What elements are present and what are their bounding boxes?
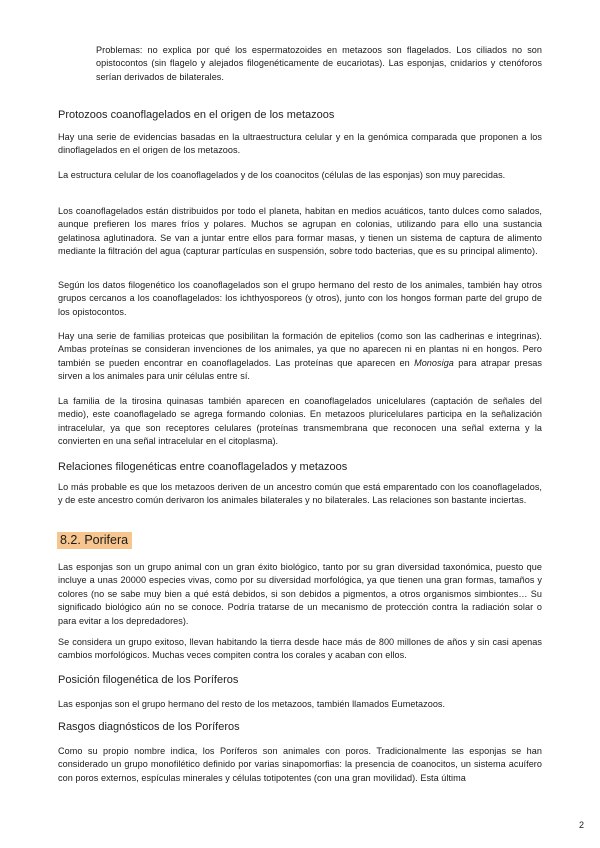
paragraph-sister-group: Las esponjas son el grupo hermano del resto de los metazoos, también llamados Eumetazoos. — [58, 699, 446, 709]
heading-relaciones: Relaciones filogenéticas entre coanoflagelados y metazoos — [58, 461, 348, 473]
page-number: 2 — [578, 820, 584, 830]
proteins-text-a: Hay una serie de familias proteicas que posibilitan la formación de epitelios (como son las cadherinas e integrinas). Ambas proteínas se consideran invenciones de los animales, ya que no aparecen ni en plantas ni en hongos. Pero también se pueden encontrar en coanoflagelados. Las proteínas que aparecen en — [58, 331, 542, 368]
section-title-porifera: 8.2. Porifera — [57, 532, 132, 549]
paragraph-sponges-success: Las esponjas son un grupo animal con un gran éxito biológico, tanto por su gran diversidad taxonómica, puesto que incluye a unas 20000 especies vivas, como por su diversidad morfológica, ya que tienen una gran formas, tamaños y colores (no se sabe muy bien a qué está debidos, si son debidos a pigmentos, a otros organismos simbiontes… Su significado biológico aún no se conoce. Podría tratarse de un mecanismo de protección contra la radiación solar o para evitar a los depredadores). — [58, 562, 542, 626]
heading-posicion: Posición filogenética de los Poríferos — [58, 674, 239, 686]
paragraph-distribution: Los coanoflagelados están distribuidos por todo el planeta, habitan en medios acuáticos, tanto dulces como salados, aunque prefieren los mares fríos y polares. Muchos se agrupan en colonias, utilizando para ello una sustancia gelatinosa aglutinadora. Se van a juntar entre ellos para formar masas, y tienen un sistema de captura de alimento mediante la filtración del agua (capturar partículas en suspensión, sobre todo bacterias, que es su principal alimento). — [58, 206, 542, 257]
paragraph-phylogeny: Según los datos filogenético los coanoflagelados son el grupo hermano del resto de los animales, también hay otros grupos cercanos a los coanoflagelados: los ichthyosporeos (y otros), junto con los hongos forman parte del grupo de los opistocontos. — [58, 280, 542, 317]
paragraph-sponges-age: Se considera un grupo exitoso, llevan habitando la tierra desde hace más de 800 millones de años y sin casi apenas cambios morfológicos. Muchas veces compiten contra los corales y acaban con ellos. — [58, 637, 542, 661]
problems-paragraph: Problemas: no explica por qué los espermatozoides en metazoos son flagelados. Los ciliados no son opistocontos (sin flagelo y alejados filogenéticamente de eucariotas). Las esponjas, cnidarios y ctenóforos serían derivados de bilaterales. — [96, 45, 542, 82]
heading-protozoos: Protozoos coanoflagelados en el origen de los metazoos — [58, 109, 335, 121]
paragraph-ancestor: Lo más probable es que los metazoos deriven de un ancestro común que está emparentado con los coanoflagelados, y de este ancestro común derivaron los animales bilaterales y no bilaterales. Las relaciones son bastante inciertas. — [58, 482, 542, 506]
paragraph-cell-structure: La estructura celular de los coanoflagelados y de los coanocitos (células de las esponjas) son muy parecidas. — [58, 170, 506, 180]
paragraph-evidence: Hay una serie de evidencias basadas en la ultraestructura celular y en la genómica comparada que proponen a los dinoflagelados en el origen de los metazoos. — [58, 132, 542, 156]
paragraph-tyrosine: La familia de la tirosina quinasas también aparecen en coanoflagelados unicelulares (captación de señales del medio), este coanoflagelado se agrega formando colonias. En metazoos pluricelulares participa en la señalización intracelular, ya que son receptores celulares (proteínas transmembrana que reconocen una señal externa y la convierten en una señal intracelular en el citoplasma). — [58, 396, 542, 447]
paragraph-proteins — [58, 330, 542, 384]
heading-rasgos: Rasgos diagnósticos de los Poríferos — [58, 721, 240, 733]
paragraph-pores: Como su propio nombre indica, los Poríferos son animales con poros. Tradicionalmente las esponjas se han considerado un grupo monofilético definido por varias sinapomorfias: la presencia de coanocitos, un sistema acuífero con poros externos, espículas minerales y células totipotentes (con una gran movilidad). Esta última — [58, 746, 542, 783]
species-name: Monosiga — [414, 357, 454, 368]
proteins-text-b: para atrapar presas sirven a los animales para unir células entre sí. — [58, 357, 542, 382]
